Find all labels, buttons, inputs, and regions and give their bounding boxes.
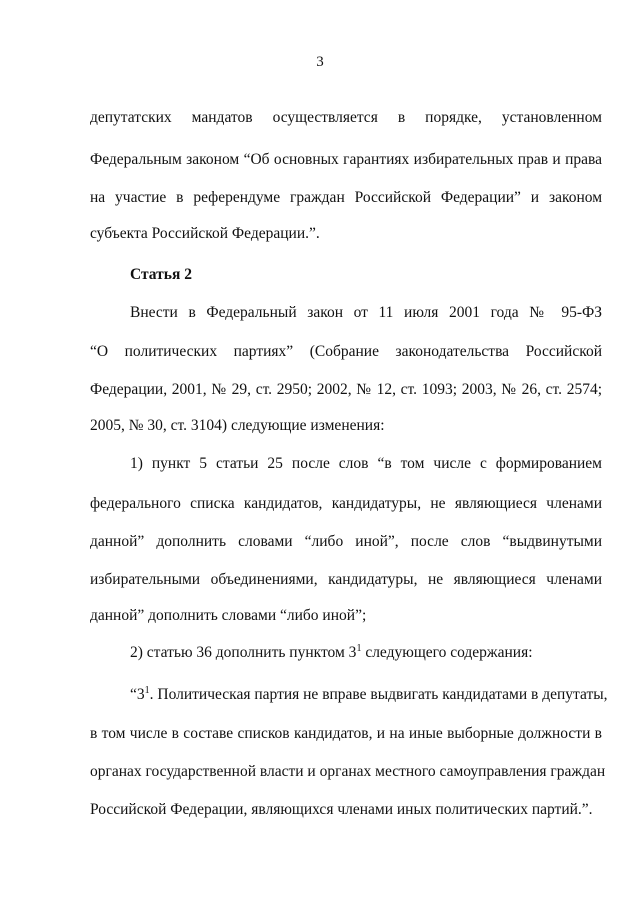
paragraph-2-line-1: Внести в Федеральный закон от 11 июля 2001 года № 95-ФЗ bbox=[130, 304, 602, 321]
paragraph-5-text-after: . Политическая партия не вправе выдвигать кандидатами в депутаты, bbox=[149, 686, 608, 703]
paragraph-3-line-1: 1) пункт 5 статьи 25 после слов “в том числе с формированием bbox=[130, 455, 602, 472]
paragraph-5-line-2: в том числе в составе списков кандидатов, и на иные выборные должности в bbox=[90, 725, 602, 742]
paragraph-1-line-4: субъекта Российской Федерации.”. bbox=[90, 225, 320, 242]
paragraph-3-line-4: избирательными объединениями, кандидатуры, не являющиеся членами bbox=[90, 571, 602, 588]
paragraph-3-line-3: данной” дополнить словами “либо иной”, после слов “выдвинутыми bbox=[90, 533, 602, 550]
paragraph-3-line-5: данной” дополнить словами “либо иной”; bbox=[90, 607, 367, 624]
paragraph-5-superscript: 1 bbox=[144, 685, 150, 696]
paragraph-2-line-2: “О политических партиях” (Собрание законодательства Российской bbox=[90, 343, 602, 360]
paragraph-1-line-2: Федеральным законом “Об основных гарантиях избирательных прав и права bbox=[90, 151, 602, 168]
paragraph-1-line-1: депутатских мандатов осуществляется в порядке, установленном bbox=[90, 109, 602, 126]
paragraph-4-text-before: 2) статью 36 дополнить пунктом 3 bbox=[130, 644, 357, 661]
paragraph-2-line-3: Федерации, 2001, № 29, ст. 2950; 2002, № 12, ст. 1093; 2003, № 26, ст. 2574; bbox=[90, 381, 602, 398]
paragraph-3-line-2: федерального списка кандидатов, кандидатуры, не являющиеся членами bbox=[90, 495, 602, 512]
paragraph-5-line-3: органах государственной власти и органах местного самоуправления граждан bbox=[90, 763, 606, 780]
page-number: 3 bbox=[316, 54, 324, 70]
paragraph-4-text-after: следующего содержания: bbox=[361, 644, 533, 661]
paragraph-4 bbox=[130, 643, 602, 663]
paragraph-5-line-4: Российской Федерации, являющихся членами иных политических партий.”. bbox=[90, 801, 593, 818]
paragraph-2-line-4: 2005, № 30, ст. 3104) следующие изменения: bbox=[90, 417, 385, 434]
paragraph-4-superscript: 1 bbox=[356, 643, 362, 654]
paragraph-1-line-3: на участие в референдуме граждан Российской Федерации” и законом bbox=[90, 189, 602, 206]
paragraph-5-text-before: “3 bbox=[130, 686, 145, 703]
paragraph-5-line-1 bbox=[130, 685, 608, 705]
article-heading: Статья 2 bbox=[130, 266, 192, 283]
